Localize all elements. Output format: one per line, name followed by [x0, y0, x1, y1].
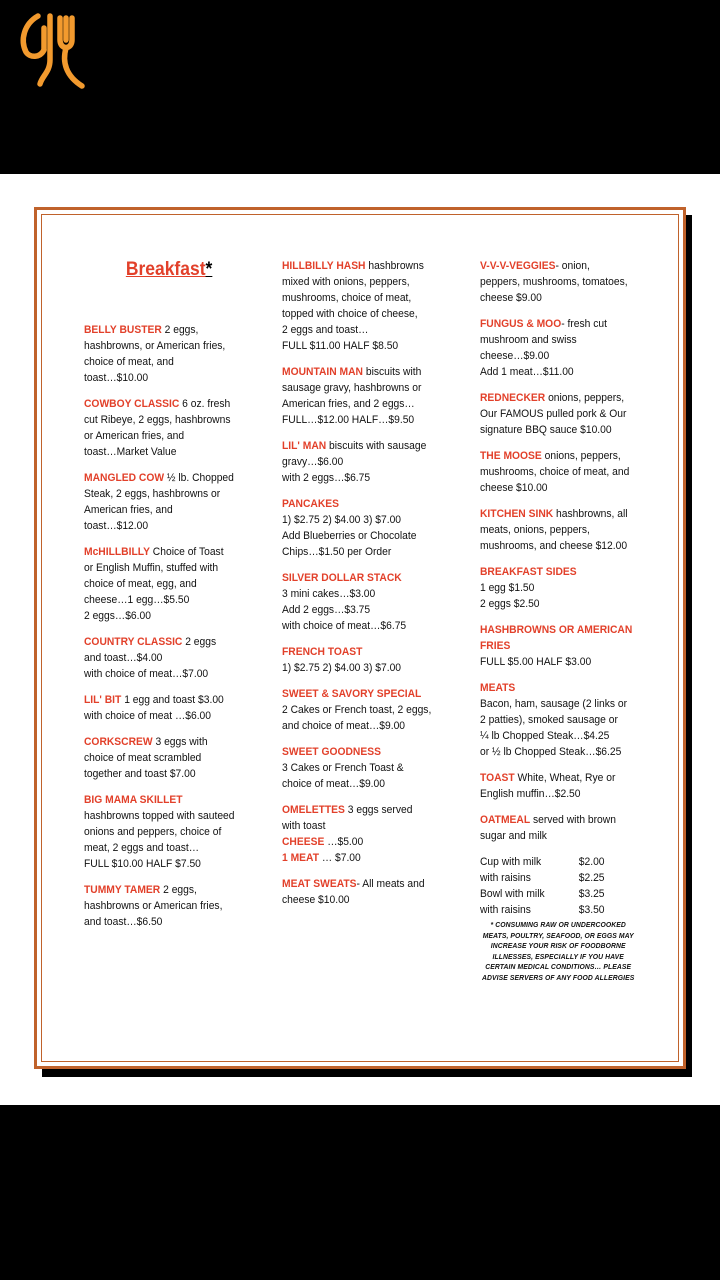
- menu-item-name: SWEET & SAVORY SPECIAL: [282, 688, 422, 700]
- food-safety-disclaimer: * CONSUMING RAW OR UNDERCOOKED MEATS, POULTRY, SEAFOOD, OR EGGS MAY INCREASE YOUR RISK OF FOODBORNE ILLNESSES, ESPECIALLY IF YOU HAVE CERTAIN MEDICAL CONDITIONS… PLEASE ADVISE SERVERS OF ANY FOOD ALLERGIES: [482, 920, 635, 982]
- menu-item: [84, 544, 254, 624]
- menu-column-1: [84, 258, 254, 940]
- menu-item-text: 1 egg and toast $3.00: [121, 694, 224, 706]
- menu-item: [84, 792, 254, 872]
- menu-item-line: choice of meat, and: [84, 356, 174, 368]
- menu-item-name: TOAST: [480, 772, 515, 784]
- menu-item-text: 2 eggs: [182, 636, 217, 648]
- menu-item-name: COWBOY CLASSIC: [84, 398, 180, 410]
- menu-item-line: 2 eggs and toast…: [282, 324, 369, 336]
- menu-item: [480, 258, 650, 306]
- menu-item-name: TUMMY TAMER: [84, 884, 161, 896]
- menu-item-line: choice of meat, egg, and: [84, 578, 197, 590]
- menu-item-name: MOUNTAIN MAN: [282, 366, 364, 378]
- menu-item-line: Steak, 2 eggs, hashbrowns or: [84, 488, 221, 500]
- menu-item-line: 2 patties), smoked sausage or: [480, 714, 618, 726]
- menu-item-first-line: [480, 316, 650, 332]
- menu-item-text: hashbrowns: [365, 260, 424, 272]
- option-name: 1 MEAT: [282, 852, 319, 864]
- option-price: …$5.00: [324, 836, 364, 848]
- menu-item-first-line: [84, 692, 254, 708]
- menu-item-line: Add 2 eggs…$3.75: [282, 604, 371, 616]
- option-name: CHEESE: [282, 836, 325, 848]
- menu-column-3: [480, 258, 650, 983]
- menu-item-text: 3 eggs served: [344, 804, 413, 816]
- menu-item-text: 6 oz. fresh: [179, 398, 231, 410]
- menu-item-name: PANCAKES: [282, 498, 339, 510]
- menu-item-text: White, Wheat, Rye or: [514, 772, 616, 784]
- menu-item: [84, 396, 254, 460]
- menu-item-line: [282, 834, 452, 850]
- menu-item: [282, 258, 452, 354]
- menu-item-line: Add 1 meat…$11.00: [480, 366, 574, 378]
- menu-item-text: ½ lb. Chopped: [164, 472, 234, 484]
- menu-item: [282, 496, 452, 560]
- menu-item-line: choice of meat scrambled: [84, 752, 202, 764]
- menu-item: [480, 680, 650, 760]
- menu-item-first-line: [282, 644, 452, 660]
- menu-item-line: gravy…$6.00: [282, 456, 344, 468]
- menu-item-text: - onion,: [555, 260, 590, 272]
- menu-item-line: English muffin…$2.50: [480, 788, 581, 800]
- menu-item-line: with toast: [282, 820, 326, 832]
- oatmeal-size: Bowl with milk: [480, 888, 545, 900]
- menu-item-line: with choice of meat …$6.00: [84, 710, 212, 722]
- app-header: [0, 0, 720, 174]
- menu-item-first-line: [84, 792, 254, 808]
- menu-item-name: HASHBROWNS OR AMERICAN FRIES: [480, 624, 633, 652]
- menu-item-name: MEATS: [480, 682, 516, 694]
- menu-item-line: 2 Cakes or French toast, 2 eggs,: [282, 704, 432, 716]
- menu-item-name: MEAT SWEATS: [282, 878, 357, 890]
- menu-item-text: served with brown: [530, 814, 616, 826]
- menu-item-line: mushrooms, choice of meat,: [282, 292, 412, 304]
- oatmeal-price-row: [480, 886, 618, 902]
- menu-item-line: or English Muffin, stuffed with: [84, 562, 219, 574]
- menu-item-first-line: [84, 470, 254, 486]
- menu-item: [282, 686, 452, 734]
- menu-item-line: FULL $11.00 HALF $8.50: [282, 340, 399, 352]
- menu-item-line: mushrooms, and cheese $12.00: [480, 540, 628, 552]
- oatmeal-size: with raisins: [480, 872, 531, 884]
- menu-item-first-line: [480, 448, 650, 464]
- menu-item-text: - All meats and: [356, 878, 425, 890]
- menu-item-first-line: [84, 734, 254, 750]
- menu-item-line: [282, 850, 452, 866]
- menu-item-name: BELLY BUSTER: [84, 324, 162, 336]
- menu-item-line: toast…$10.00: [84, 372, 149, 384]
- menu-item: [84, 734, 254, 782]
- menu-item-line: with choice of meat…$7.00: [84, 668, 209, 680]
- menu-item: [480, 316, 650, 380]
- menu-item-name: REDNECKER: [480, 392, 546, 404]
- menu-item-line: cheese $9.00: [480, 292, 542, 304]
- menu-item-line: mushroom and swiss: [480, 334, 577, 346]
- menu-item-line: and choice of meat…$9.00: [282, 720, 406, 732]
- menu-item-name: COUNTRY CLASSIC: [84, 636, 183, 648]
- menu-item-text: hashbrowns, all: [553, 508, 628, 520]
- menu-item-first-line: [84, 882, 254, 898]
- menu-item-line: 3 mini cakes…$3.00: [282, 588, 376, 600]
- menu-item-first-line: [282, 364, 452, 380]
- menu-item-line: sugar and milk: [480, 830, 547, 842]
- menu-item: [480, 448, 650, 496]
- menu-item-line: choice of meat…$9.00: [282, 778, 385, 790]
- menu-item-text: onions, peppers,: [545, 392, 625, 404]
- menu-item: [480, 812, 650, 844]
- menu-item-line: toast…$12.00: [84, 520, 149, 532]
- menu-item-line: 1) $2.75 2) $4.00 3) $7.00: [282, 514, 402, 526]
- menu-item-name: McHILLBILLY: [84, 546, 150, 558]
- menu-item-name: MANGLED COW: [84, 472, 165, 484]
- oatmeal-price-row: [480, 870, 618, 886]
- menu-item-line: FULL…$12.00 HALF…$9.50: [282, 414, 415, 426]
- menu-item-line: cut Ribeye, 2 eggs, hashbrowns: [84, 414, 231, 426]
- menu-item-line: cheese…1 egg…$5.50: [84, 594, 190, 606]
- menu-item: [282, 570, 452, 634]
- oatmeal-price-row: [480, 854, 618, 870]
- menu-item-text: 2 eggs,: [160, 884, 197, 896]
- menu-item-line: ¼ lb Chopped Steak…$4.25: [480, 730, 610, 742]
- menu-item-line: Chips…$1.50 per Order: [282, 546, 392, 558]
- menu-item-first-line: [480, 770, 650, 786]
- menu-item-line: cheese…$9.00: [480, 350, 550, 362]
- menu-item: [480, 564, 650, 612]
- menu-item: [480, 622, 650, 670]
- menu-item: [480, 770, 650, 802]
- menu-item-first-line: [480, 390, 650, 406]
- menu-item-first-line: [480, 564, 650, 580]
- menu-title: [84, 258, 254, 322]
- oatmeal-size: with raisins: [480, 904, 531, 916]
- oatmeal-price: $3.50: [578, 904, 605, 916]
- menu-item-name: V-V-V-VEGGIES: [480, 260, 556, 272]
- menu-item-name: BIG MAMA SKILLET: [84, 794, 183, 806]
- menu-item-line: onions and peppers, choice of: [84, 826, 222, 838]
- menu-item-line: and toast…$6.50: [84, 916, 163, 928]
- menu-item: [480, 390, 650, 438]
- menu-item-first-line: [282, 744, 452, 760]
- menu-item-line: topped with choice of cheese,: [282, 308, 418, 320]
- menu-item-line: signature BBQ sauce $10.00: [480, 424, 612, 436]
- menu-item: [84, 692, 254, 724]
- menu-item-first-line: [480, 506, 650, 522]
- menu-item-name: SILVER DOLLAR STACK: [282, 572, 402, 584]
- menu-title-text: Breakfast: [125, 259, 206, 280]
- menu-item: [84, 882, 254, 930]
- menu-item: [282, 364, 452, 428]
- menu-item-line: with choice of meat…$6.75: [282, 620, 407, 632]
- menu-item-line: Bacon, ham, sausage (2 links or: [480, 698, 628, 710]
- menu-item-name: OMELETTES: [282, 804, 345, 816]
- menu-item-name: BREAKFAST SIDES: [480, 566, 577, 578]
- menu-item-line: or American fries, and: [84, 430, 185, 442]
- menu-item-line: Add Blueberries or Chocolate: [282, 530, 417, 542]
- menu-item-first-line: [84, 396, 254, 412]
- menu-item-first-line: [282, 802, 452, 818]
- menu-item-text: 2 eggs,: [161, 324, 199, 336]
- menu-item: [282, 644, 452, 676]
- menu-item-line: 2 eggs…$6.00: [84, 610, 151, 622]
- menu-item: [480, 506, 650, 554]
- menu-item-line: sausage gravy, hashbrowns or: [282, 382, 422, 394]
- menu-item: [84, 470, 254, 534]
- oatmeal-price: $2.00: [578, 856, 605, 868]
- menu-item-line: meat, 2 eggs and toast…: [84, 842, 200, 854]
- menu-item-first-line: [480, 680, 650, 696]
- menu-item-name: FRENCH TOAST: [282, 646, 363, 658]
- menu-item-line: Our FAMOUS pulled pork & Our: [480, 408, 627, 420]
- menu-item-line: American fries, and 2 eggs…: [282, 398, 415, 410]
- menu-item-first-line: [84, 322, 254, 338]
- oatmeal-price-row: [480, 902, 618, 918]
- menu-item-line: 1) $2.75 2) $4.00 3) $7.00: [282, 662, 402, 674]
- menu-item-line: hashbrowns topped with sauteed: [84, 810, 235, 822]
- menu-item-line: cheese $10.00: [282, 894, 350, 906]
- menu-item-text: onions, peppers,: [541, 450, 621, 462]
- oatmeal-price: $2.25: [578, 872, 605, 884]
- menu-item-name: SWEET GOODNESS: [282, 746, 381, 758]
- menu-item-first-line: [84, 634, 254, 650]
- menu-item-first-line: [282, 876, 452, 892]
- menu-item-first-line: [480, 812, 650, 828]
- menu-item: [84, 634, 254, 682]
- menu-item-name: HILLBILLY HASH: [282, 260, 366, 272]
- menu-item-name: CORKSCREW: [84, 736, 153, 748]
- menu-item-line: meats, onions, peppers,: [480, 524, 590, 536]
- menu-item-first-line: [84, 544, 254, 560]
- menu-item: [84, 322, 254, 386]
- menu-item: [282, 438, 452, 486]
- menu-item-name: FUNGUS & MOO: [480, 318, 562, 330]
- menu-item-line: 2 eggs $2.50: [480, 598, 540, 610]
- menu-item-line: American fries, and: [84, 504, 173, 516]
- oatmeal-size: Cup with milk: [480, 856, 542, 868]
- menu-item-text: Choice of Toast: [149, 546, 224, 558]
- menu-item-text: 3 eggs with: [152, 736, 208, 748]
- menu-item-line: cheese $10.00: [480, 482, 548, 494]
- menu-item-name: OATMEAL: [480, 814, 531, 826]
- menu-item-first-line: [282, 686, 452, 702]
- bottom-bar: [0, 1105, 720, 1280]
- menu-item-text: - fresh cut: [561, 318, 607, 330]
- menu-item-line: 1 egg $1.50: [480, 582, 535, 594]
- menu-item-line: or ½ lb Chopped Steak…$6.25: [480, 746, 622, 758]
- menu-title-mark: *: [205, 259, 213, 280]
- menu-item-line: 3 Cakes or French Toast &: [282, 762, 404, 774]
- menu-item-line: mixed with onions, peppers,: [282, 276, 410, 288]
- menu-item-first-line: [282, 570, 452, 586]
- menu-item-line: hashbrowns or American fries,: [84, 900, 223, 912]
- menu-item-line: peppers, mushrooms, tomatoes,: [480, 276, 628, 288]
- menu-item-line: with 2 eggs…$6.75: [282, 472, 371, 484]
- menu-item-name: THE MOOSE: [480, 450, 542, 462]
- menu-item-name: LIL' MAN: [282, 440, 327, 452]
- menu-item-text: biscuits with sausage: [326, 440, 427, 452]
- menu-item-line: together and toast $7.00: [84, 768, 196, 780]
- menu-item-first-line: [282, 438, 452, 454]
- menu-item-first-line: [480, 258, 650, 274]
- menu-item-first-line: [282, 496, 452, 512]
- menu-item: [282, 802, 452, 866]
- menu-item-line: hashbrowns, or American fries,: [84, 340, 226, 352]
- oatmeal-price: $3.25: [578, 888, 605, 900]
- option-price: … $7.00: [318, 852, 361, 864]
- menu-item-line: toast…Market Value: [84, 446, 177, 458]
- menu-item-first-line: [480, 622, 650, 654]
- menu-item-line: FULL $5.00 HALF $3.00: [480, 656, 592, 668]
- menu-item-line: mushrooms, choice of meat, and: [480, 466, 630, 478]
- menu-item-name: KITCHEN SINK: [480, 508, 554, 520]
- oatmeal-price-table: [480, 854, 618, 918]
- menu-item: [282, 876, 452, 908]
- menu-item-line: and toast…$4.00: [84, 652, 163, 664]
- menu-item-name: LIL' BIT: [84, 694, 122, 706]
- menu-column-2: [282, 258, 452, 918]
- fork-spoon-logo-icon[interactable]: [16, 10, 90, 94]
- menu-item-line: FULL $10.00 HALF $7.50: [84, 858, 201, 870]
- menu-item-first-line: [282, 258, 452, 274]
- menu-item: [282, 744, 452, 792]
- menu-item-text: biscuits with: [363, 366, 422, 378]
